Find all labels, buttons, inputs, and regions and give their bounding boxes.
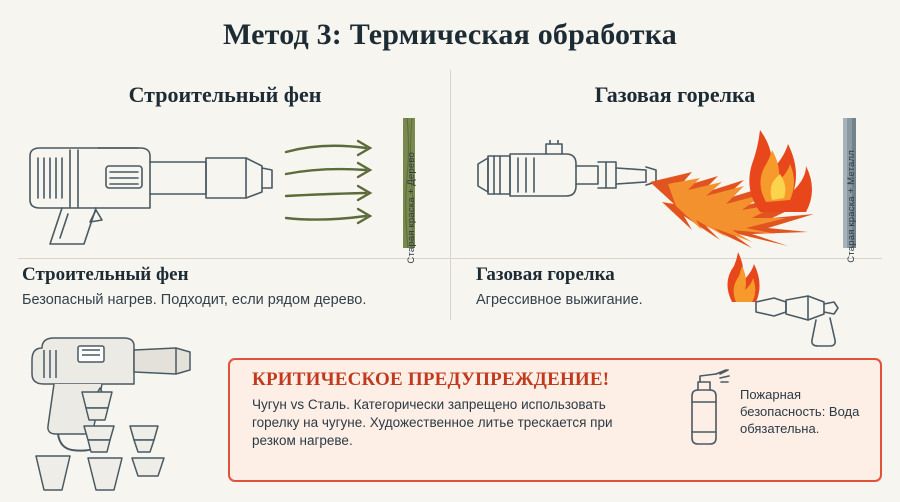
right-sub-text: Агрессивное выжигание.: [476, 292, 643, 308]
left-board-label: Старая краска + Дерево: [406, 152, 417, 264]
small-torch-icon: [712, 252, 852, 348]
airflow-arrows-icon: [282, 136, 392, 236]
heat-gun-icon: [10, 118, 280, 248]
page-title: Метод 3: Термическая обработка: [223, 18, 677, 51]
warning-body: Чугун vs Сталь. Категорически запрещено использовать горелку на чугуне. Художественное литье трескается при резком нагреве.: [252, 397, 613, 448]
left-sub-heading: Строительный фен: [22, 264, 189, 285]
fire-extinguisher-icon: [676, 368, 732, 450]
nozzle-set-icon: [26, 388, 206, 494]
left-sub-text: Безопасный нагрев. Подходит, если рядом дерево.: [22, 292, 367, 308]
right-board-label: Старая краска + Металл: [846, 150, 857, 263]
fire-safety-text: Пожарная безопасность: Вода обязательна.: [740, 387, 860, 436]
flame-icon: [648, 120, 834, 256]
right-sub-heading: Газовая горелка: [476, 264, 615, 285]
warning-title: КРИТИЧЕСКОЕ ПРЕДУПРЕЖДЕНИЕ!: [252, 369, 610, 390]
left-column-heading: Строительный фен: [128, 82, 322, 107]
vertical-divider: [450, 70, 451, 320]
right-column-heading: Газовая горелка: [594, 82, 756, 107]
